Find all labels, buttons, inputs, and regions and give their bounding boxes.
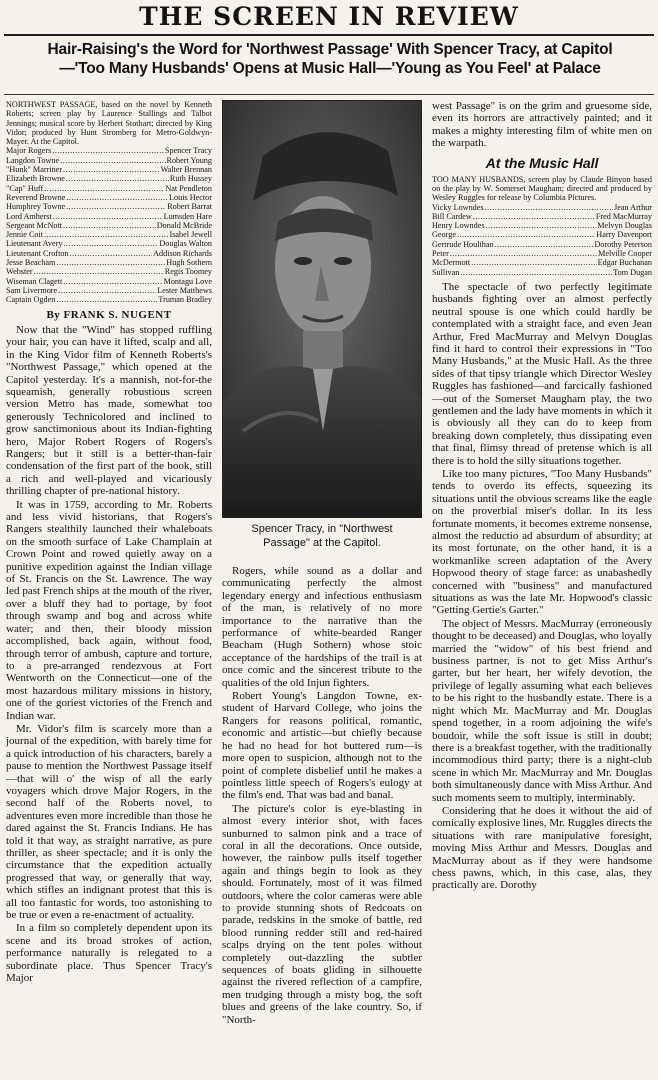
photo-caption-line-2: Passage" at the Capitol. [263, 537, 381, 549]
photo-spencer-tracy [222, 100, 422, 518]
cast-role: Wiseman Clagett [6, 276, 63, 286]
leader-dots [486, 221, 597, 230]
cast-actor: Isabel Jewell [169, 230, 212, 240]
cast-role: Sam Livermore [6, 285, 58, 295]
cast-row [6, 295, 212, 304]
leader-dots [485, 203, 613, 212]
cast-row [6, 230, 212, 239]
leader-dots [450, 249, 597, 258]
cast-role: Major Rogers [6, 146, 52, 156]
paragraph: The picture's color is eye-blasting in almost every interior shot, with faces sunburned to salmon pink and a trace of coral in all the decorations. Once outside, however, the rainbow pulls itself together again and things begin to look as they should. Fortunately, most of it was filmed outdoors, where the color cameras were able to provide stunning shots of Redcoats on parade, redskins in the smoke of battle, red blood running redder still and red-haired scalps drying on the tent poles without completely out-dazzling the subtler sequences of boats gliding in silhouette against the rivered reflection of a campfire, men trudging through a misty bog, the soft blues and greens of the lake country. So, if "North- [222, 802, 422, 1026]
leader-dots [56, 258, 165, 267]
cast-actor: Nat Pendleton [165, 183, 212, 193]
credit-intro-2: TOO MANY HUSBANDS, screen play by Claude Binyon based on the play by W. Somerset Maugham; directed and produced by Wesley Ruggles for release by Columbia Pictures. [432, 174, 652, 203]
cast-actor: Jean Arthur [614, 202, 652, 212]
too-many-husbands-credits [432, 175, 652, 277]
cast-row [432, 203, 652, 212]
credit-intro: NORTHWEST PASSAGE, based on the novel by Kenneth Roberts; screen play by Laurence Stallings and Talbot Jennings; musical score by Herbert Stothart; directed by King Vidor; produced by Hunt Stromberg for Metro-Goldwyn-Mayer. At the Capitol. [6, 100, 212, 147]
cast-row [432, 258, 652, 267]
cast-actor: Robert Young [166, 155, 212, 165]
portrait-illustration [223, 101, 422, 518]
cast-role: Bill Cardew [432, 211, 472, 221]
leader-dots [66, 193, 168, 202]
cast-actor: Walter Brennan [160, 165, 212, 175]
cast-row [6, 165, 212, 174]
cast-role: Lieutenant Crofton [6, 248, 69, 258]
cast-row [6, 193, 212, 202]
cast-row [6, 277, 212, 286]
cast-role: Sullivan [432, 267, 460, 277]
headline-line-2: —'Too Many Husbands' Opens at Music Hall—'Young as You Feel' at Palace [59, 60, 601, 77]
leader-dots [460, 268, 612, 277]
section-head-music-hall: At the Music Hall [485, 154, 599, 171]
cast-row [6, 184, 212, 193]
cast-row [6, 156, 212, 165]
headline-line-1: Hair-Raising's the Word for 'Northwest Passage' With Spencer Tracy, at Capitol [47, 41, 613, 58]
cast-row [6, 202, 212, 211]
leader-dots [58, 286, 156, 295]
cast-role: Jesse Beacham [6, 258, 56, 268]
cast-role: Elizabeth Browne [6, 174, 65, 184]
paragraph: It was in 1759, according to Mr. Roberts and less vivid historians, that Rogers's Rangers stealthily launched their whaleboats on the smooth surface of Lake Champlain at Crown Point and rowed quietly away on a punitive expedition against the Indian village of St. Francis on the St. Lawrence. The way led past French ships at the mouth of the river, over a bluff they had to portage, by foot through swamp and bog and across white water; and then, their bloody mission accomplished, back again, without food, through terror of ambush, capture and torture, to a pre-arranged rendezvous at Fort Wentworth on the Connecticut—one of the most hazardous military missions in history, one of the goriest victories of the French and Indian war. [6, 498, 212, 722]
cast-role: Peter [432, 249, 449, 258]
cast-row [6, 221, 212, 230]
cast-row [6, 212, 212, 221]
leader-dots [457, 230, 595, 239]
cast-actor: Dorothy Peterson [594, 239, 652, 249]
cast-actor: Spencer Tracy [164, 146, 212, 156]
cast-row [432, 212, 652, 221]
cast-role: Vicky Lowndes [432, 202, 484, 212]
cast-row [6, 249, 212, 258]
cast-row [6, 258, 212, 267]
paragraph: Now that the "Wind" has stopped ruffling your hair, you can have it lifted, scalp and all, in the King Vidor film of Kenneth Roberts's "Northwest Passage," which opened at the Capitol yesterday. It's a mannish, not-for-the squeamish, generally robustious screen version Metro has made, somewhat too generously Technicolored and inclined to grow sanctimonious about its Indian-fighting hero, Major Robert Rogers of Rogers's Rangers; but it still is a better-than-fair condensation of the first part of the book, still a rich and well-played and vicariously thrilling chapter of pre-national history. [6, 323, 212, 498]
leader-dots [56, 295, 157, 304]
paragraph: Considering that he does it without the aid of comically explosive lines, Mr. Ruggles directs the situations with rare manipulative foresight, moving Miss Arthur and Messrs. Douglas and MacMurray about as if they were handsome chess pawns, which, in this case, alas, they practically are. Dorothy [432, 804, 652, 892]
cast-actor: Edgar Buchanan [597, 258, 652, 268]
review-body-col1 [6, 324, 212, 985]
photo-caption-line-1: Spencer Tracy, in "Northwest [251, 523, 393, 535]
leader-dots [471, 258, 596, 267]
leader-dots [63, 221, 156, 230]
cast-row [432, 268, 652, 277]
cast-actor: Lumsden Hare [163, 211, 212, 221]
cast-role: Henry Lowndes [432, 221, 485, 231]
cast-role: Captain Ogden [6, 295, 56, 305]
cast-actor: Ruth Hussey [169, 174, 212, 184]
review-body-col3 [432, 281, 652, 892]
cast-role: Humphrey Towne [6, 202, 66, 212]
cast-actor: Tom Dugan [613, 267, 652, 277]
cast-row [432, 249, 652, 258]
cast-actor: Melvyn Douglas [597, 221, 652, 231]
cast-role: McDermott [432, 258, 471, 268]
cast-actor: Harry Davenport [596, 230, 652, 240]
cast-row [6, 174, 212, 183]
cast-row [432, 230, 652, 239]
cast-row [432, 240, 652, 249]
leader-dots [53, 212, 163, 221]
cast-role: "Cap" Huff [6, 183, 44, 193]
column-2 [222, 565, 422, 1076]
column-3 [432, 100, 652, 1076]
cast-actor: Regis Toomey [164, 267, 212, 277]
cast-actor: Montagu Love [163, 276, 212, 286]
masthead-title: THE SCREEN IN REVIEW [139, 2, 519, 31]
paragraph: In a film so completely dependent upon its scene and its broad strokes of action, performance naturally is relegated to a subordinate place. Thus Spencer Tracy's Major [6, 922, 212, 985]
cast-role: Langdon Towne [6, 155, 60, 165]
masthead [0, 0, 658, 34]
cast-role: Sergeant McNott [6, 220, 63, 230]
leader-dots [473, 212, 595, 221]
cast-actor: Melville Cooper [598, 249, 652, 258]
paragraph: The object of Messrs. MacMurray (erroneously thought to be deceased) and Douglas, who loyally married the "widow" of his best friend and business partner, is not to get Miss Arthur's garter, but her heart, her wifely devotion, the privilege of legally assuming what each believes to be his right to the husbandly estate. There is a night which Mr. MacMurray and Mr. Douglas spend together, in a room adjoining the wife's boudoir, while the soft issue is still in doubt; there is a breakfast together, with the traditionally incommodious third party; there is a night-club scene in which Mr. MacMurray and Mr. Douglas both simultaneously dance with Miss Arthur. And such moments seem to multiply, interminably. [432, 617, 652, 804]
leader-dots [34, 267, 164, 276]
leader-dots [52, 146, 164, 155]
headline [6, 40, 654, 78]
cast-actor: Fred MacMurray [595, 211, 652, 221]
leader-dots [66, 202, 166, 211]
cast-role: Lieutenant Avery [6, 239, 63, 249]
leader-dots [63, 239, 158, 248]
cast-role: Reverend Browne [6, 192, 66, 202]
leader-dots [44, 184, 164, 193]
review-body-col2 [222, 565, 422, 1026]
northwest-passage-credits [6, 100, 212, 305]
column-1 [6, 100, 212, 1076]
cast-row [6, 146, 212, 155]
cast-actor: Truman Bradley [158, 295, 212, 305]
paragraph: Like too many pictures, "Too Many Husbands" tends to overdo its effects, squeezing its situations until the obvious screams like the eagle on the proverbial miser's dollar. In its less fortunate moments, it becomes extreme nonsense, almost the reductio ad absurdum of absurdity; at its most fortunate, on the other hand, it is a workmanlike screen adaptation of the Avery Hopwood theory of stage farce: as unabashedly concerned with "business" and manufactured situations as was the late Mr. Hopwood's classic "Getting Gertie's Garter." [432, 467, 652, 617]
review-continued-paragraph: west Passage" is on the grim and gruesome side, even its horrors are attractively painted; and it makes a mighty interesting film of white men on the warpath. [432, 100, 652, 150]
paragraph: Rogers, while sound as a dollar and communicating perfectly the almost legendary energy and infectious enthusiasm of the man, is relatively of no more importance to the narrative than the performance of white-bearded Ranger Beacham (Hugh Sothern) whose stoic acceptance of the hardships of the trail is at once comic and the sincerest tribute to the qualities of the old Injun fighters. [222, 565, 422, 689]
cast-actor: Addison Richards [153, 248, 212, 258]
leader-dots [63, 277, 162, 286]
cast-list [6, 146, 212, 304]
leader-dots [66, 174, 169, 183]
leader-dots [495, 240, 594, 249]
photo-caption [222, 522, 422, 550]
paragraph: The spectacle of two perfectly legitimate husbands fighting over an almost perfectly neutral spouse is one which could hardly be contemplated with a straight face, and even Jean Arthur, Fred MacMurray and Melvyn Douglas find it hard to control their expressions in "Too Many Husbands," at the Music Hall. As the three sides of that tipsy triangle which Director Wesley Ruggles has fashioned—and farcically fashioned—out of the Somerset Maugham play, the two gentlemen and the lady have moments in which it is obviously all they can do to keep from breaking down completely, thus dissipating even that final, flimsy thread of pretense which is all there is to hold the silly situations together. [432, 280, 652, 467]
cast-actor: Donald McBride [156, 220, 212, 230]
masthead-rule [4, 34, 654, 36]
cast-actor: Douglas Walton [159, 239, 212, 249]
cast-row [6, 239, 212, 248]
leader-dots [63, 165, 160, 174]
cast-actor: Louis Hector [169, 192, 212, 202]
cast-row [6, 267, 212, 276]
cast-role: George [432, 230, 456, 240]
cast-list-2 [432, 203, 652, 277]
cast-role: Webster [6, 267, 33, 277]
cast-role: Gertrude Houlihan [432, 239, 494, 249]
cast-actor: Lester Matthews [157, 285, 212, 295]
cast-role: Jennie Coit [6, 230, 44, 240]
leader-dots [44, 230, 168, 239]
cast-row [6, 286, 212, 295]
byline: By FRANK S. NUGENT [46, 308, 172, 321]
leader-dots [60, 156, 165, 165]
cast-actor: Robert Barrat [167, 202, 212, 212]
cast-role: Lord Amherst [6, 211, 52, 221]
headline-rule [4, 94, 654, 95]
cast-actor: Hugh Sothern [166, 258, 212, 268]
paragraph: Mr. Vidor's film is scarcely more than a journal of the expedition, with barely time for a quick introduction of his characters, barely a pause to mention the Northwest Passage itself—that will o' the wisp of all the early voyagers which drove Major Rogers, in the second half of the Roberts novel, to adventures even more incredible than those he dared against the St. Francis Indians. He has told it that way, as straight narrative, as pure thriller, as sheer spectacle; and it is only the circumstance that the expedition actually progressed that way, or generally that way, which stifles an indignant protest that this is all too fantastic for words, too astonishing to be true or even a re-enactment of actuality. [6, 722, 212, 922]
cast-row [432, 221, 652, 230]
paragraph: Robert Young's Langdon Towne, ex-student of Harvard College, who joins the Rangers for reasons political, romantic, economic and artistic—but chiefly because he had no head for hot buttered rum—is more open to suspicion, although not to the point of complete disbelief until he makes a pointless little speech of Rogers's eulogy at the film's end. That was bad and banal. [222, 690, 422, 802]
cast-role: "Hunk" Marriner [6, 165, 63, 175]
leader-dots [70, 249, 153, 258]
